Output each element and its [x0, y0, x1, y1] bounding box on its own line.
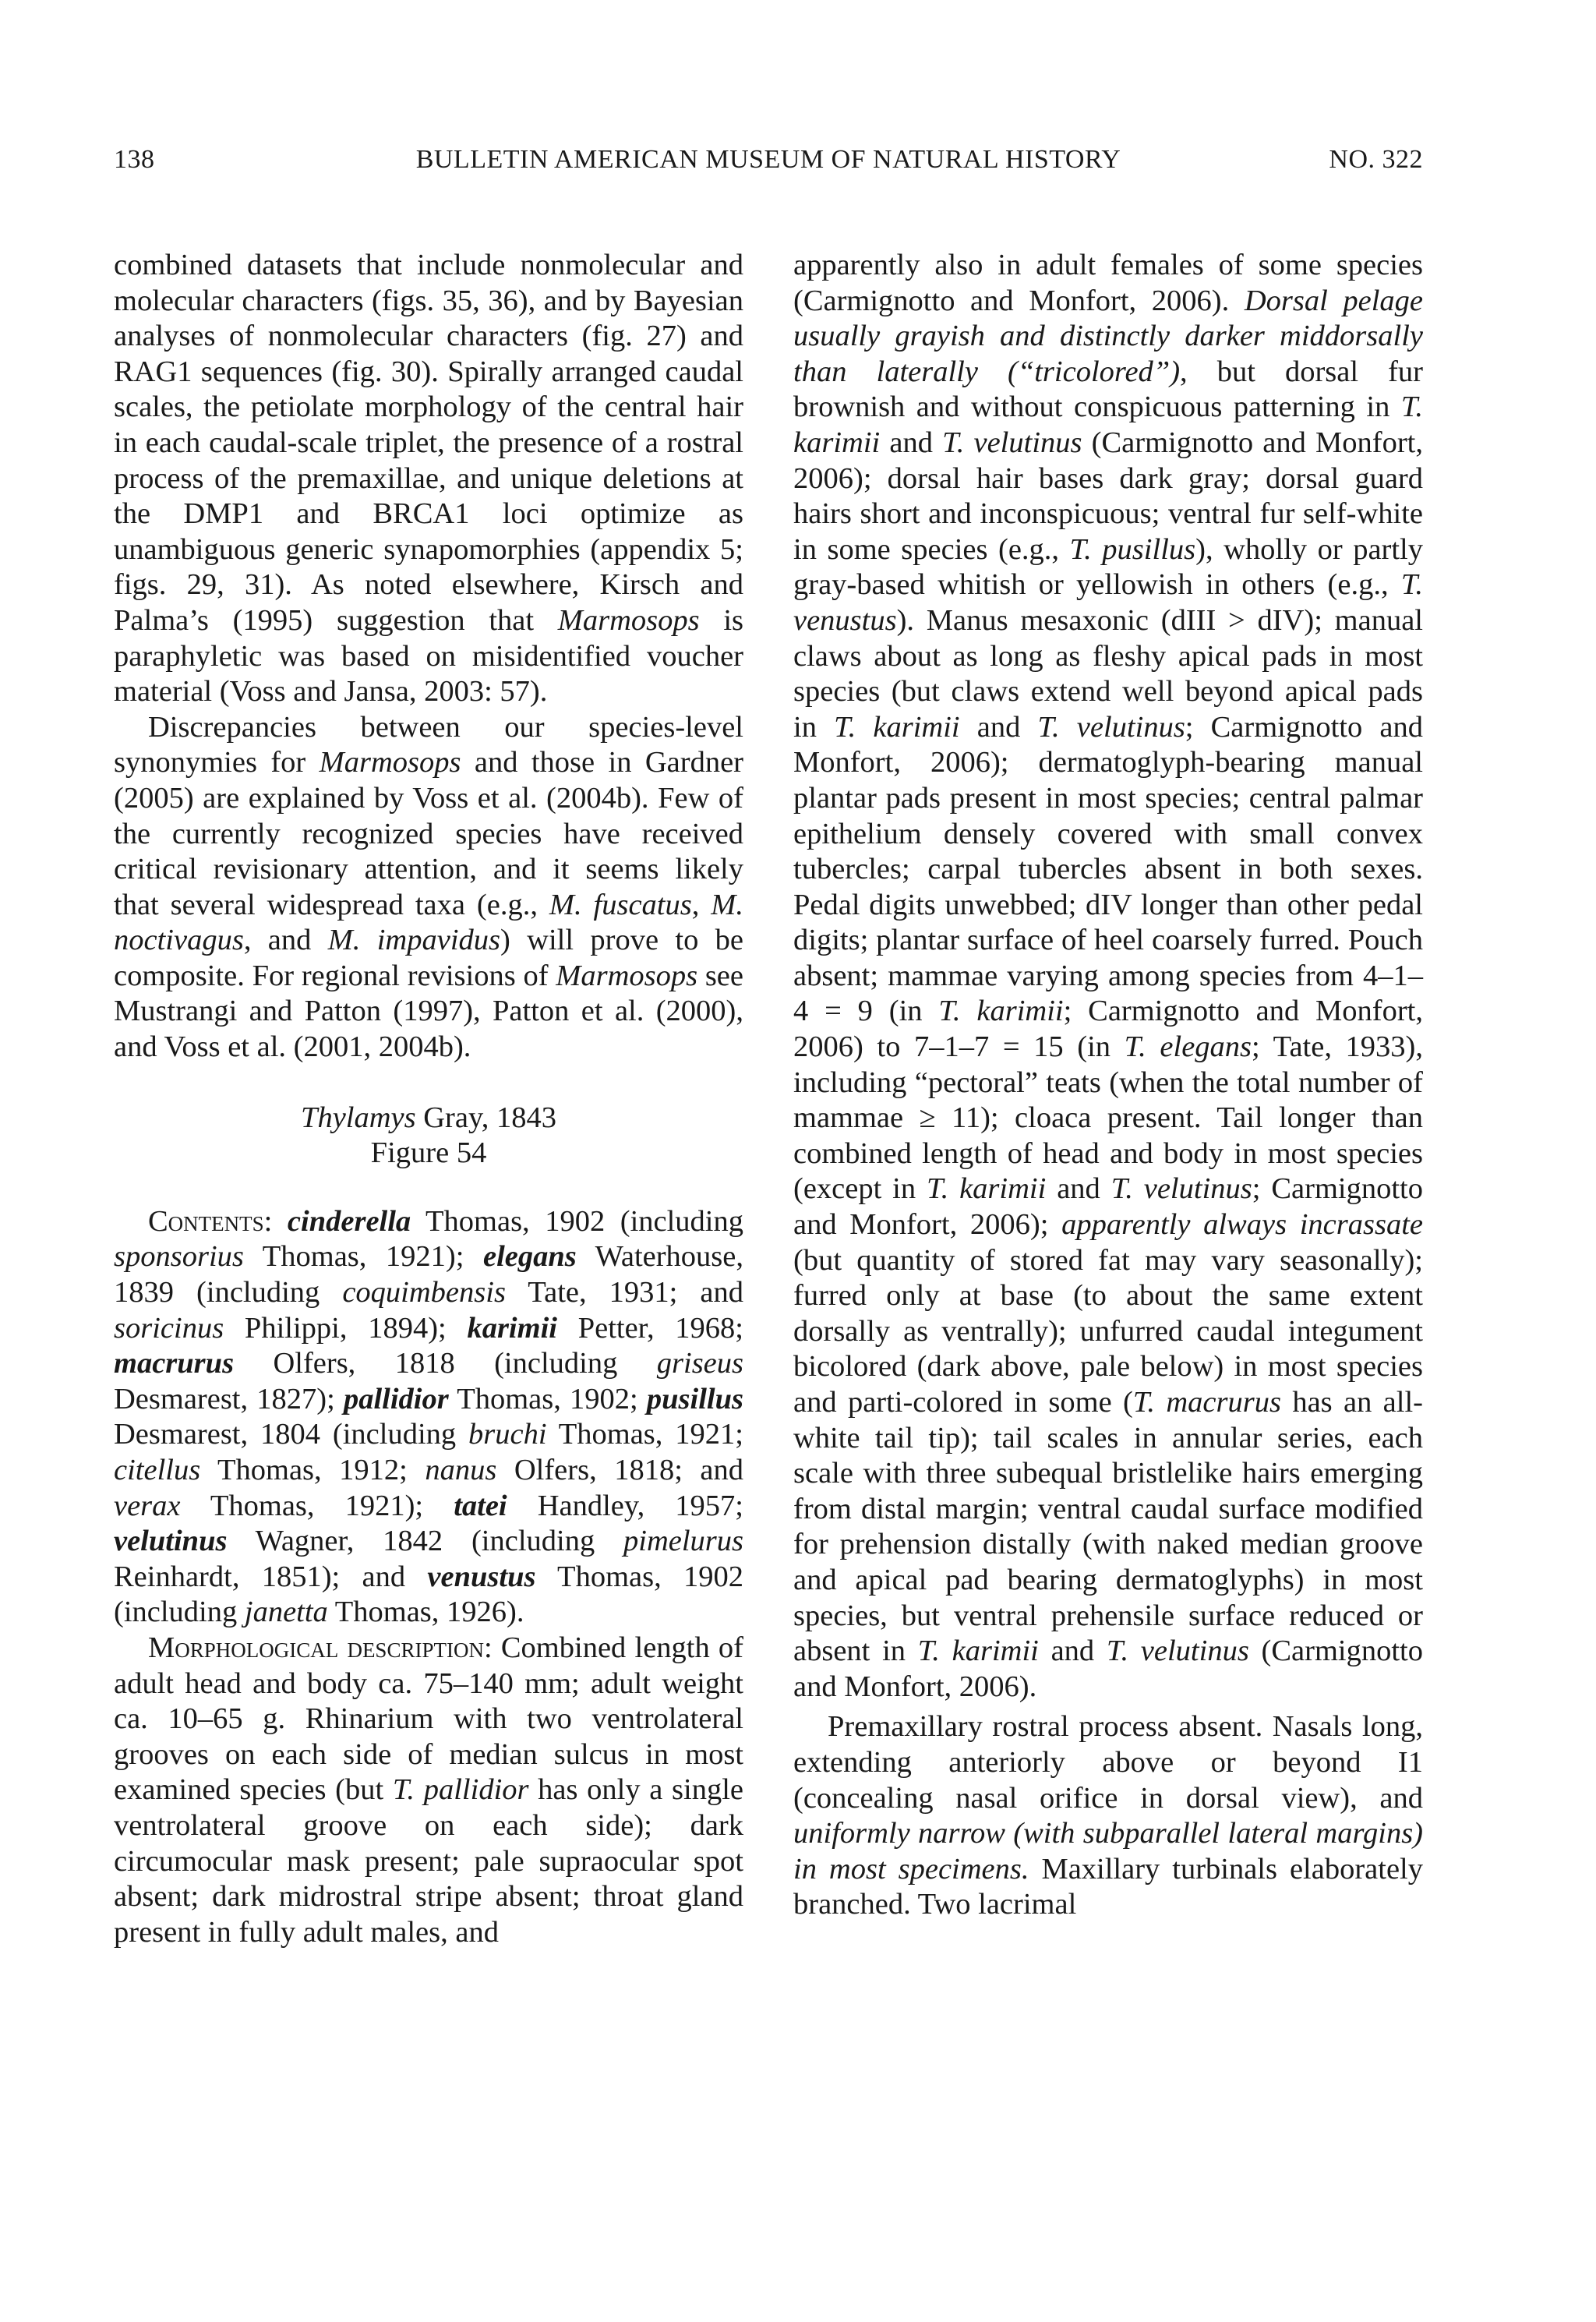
contents-run: velutinus: [114, 1525, 228, 1558]
contents-run: macrurus: [114, 1347, 235, 1380]
journal-title: BULLETIN AMERICAN MUSEUM OF NATURAL HISTORY: [415, 145, 1121, 174]
contents-run: citellus: [114, 1454, 201, 1486]
external-morphology-run: , but dorsal fur brownish and without conspicuous patterning in: [793, 355, 1423, 424]
contents-run: pusillus: [646, 1382, 743, 1415]
external-morphology-run: apparently also in adult females of some species (Carmignotto and Monfort, 2006).: [793, 249, 1423, 317]
contents-run: Desmarest, 1827);: [114, 1382, 344, 1415]
contents-run: bruchi: [468, 1418, 547, 1451]
morphology-text: [114, 1631, 743, 1949]
contents-paragraph: Contents: cinderella Thomas, 1902 (including sponsorius Thomas, 1921); elegans Waterhouse, 1839 (including coquimbensis Tate, 1931; and soricinus Philippi, 1894); karimii Petter, 1968; macrurus Olfers, 1818 (including griseus Desmarest, 1827); pallidior Thomas, 1902; pusillus Desmarest, 1804 (including bruchi Thomas, 1921; citellus Thomas, 1912; nanus Olfers, 1818; and verax Thomas, 1921); tatei Handley, 1957; velutinus Wagner, 1842 (including pimelurus Reinhardt, 1851); and venustus Thomas, 1902 (including janetta Thomas, 1926).: [114, 1204, 744, 1629]
external-morphology-run: apparently always incrassate: [1061, 1208, 1423, 1242]
cranial-morphology-run: Premaxillary rostral process absent. Nasals long, extending anteriorly above or beyond I1 (concealing nasal orifice in dorsal view), and: [793, 1710, 1423, 1815]
contents-run: Thomas, 1921;: [546, 1418, 743, 1451]
contents-label: Contents: [148, 1204, 264, 1238]
contents-run: verax: [114, 1489, 181, 1522]
external-morphology-run: and: [1046, 1172, 1111, 1206]
contents-run: Thomas, 1921);: [180, 1489, 454, 1522]
contents-run: Desmarest, 1804 (including: [114, 1418, 469, 1451]
figure-reference: Figure 54: [370, 1136, 487, 1170]
external-morphology-run: and: [1038, 1635, 1107, 1668]
external-morphology-run: T. karimii: [927, 1172, 1047, 1206]
external-morphology-run: (Carmignotto and Monfort, 2006).: [793, 1635, 1423, 1703]
external-morphology-run: and: [880, 426, 943, 459]
right-column: [793, 248, 1423, 1923]
morphology-run: has only a single ventrolateral groove on each side); dark circumocular mask present; pale supraocular spot absent; dark midrostral stripe absent; throat gland present in fully adult males, and: [114, 1773, 743, 1949]
morphology-paragraph: Morphological description: Combined length of adult head and body ca. 75–140 mm; adult weight ca. 10–65 g. Rhinarium with two ventrolateral grooves on each side of median sulcus in most examined species (but T. pallidior has only a single ventrolateral groove on each side); dark circumocular mask present; pale supraocular spot absent; dark midrostral stripe absent; throat gland present in fully adult males, and: [114, 1631, 744, 1949]
external-morphology-run: (Carmignotto and Monfort, 2006); dorsal hair bases dark gray; dorsal guard hairs short and inconspicuous; ventral fur self-white in some species (e.g.,: [793, 426, 1424, 566]
contents-run: Thomas, 1902 (including: [411, 1204, 744, 1238]
contents-run: Thomas, 1902;: [448, 1382, 647, 1415]
contents-run: Wagner, 1842 (including: [227, 1525, 623, 1558]
cranial-morphology-run: uniformly narrow (with subparallel lateral margins) in most specimens.: [793, 1817, 1423, 1886]
contents-run: griseus: [656, 1347, 743, 1380]
contents-run: Philippi, 1894);: [224, 1311, 468, 1345]
paragraph-external-morphology: [793, 248, 1423, 1705]
external-morphology-run: T. venustus: [793, 568, 1423, 637]
contents-run: Tate, 1931; and: [505, 1276, 743, 1309]
contents-run: janetta: [244, 1596, 328, 1629]
external-morphology-run: T. velutinus: [1037, 710, 1185, 744]
contents-run: pimelurus: [623, 1525, 743, 1558]
external-morphology-run: T. elegans: [1124, 1030, 1252, 1064]
contents-run: Reinhardt, 1851); and: [114, 1560, 428, 1593]
left-column: [114, 248, 743, 1950]
external-morphology-run: and: [959, 710, 1038, 744]
paragraph-cranial-morphology: [793, 1709, 1423, 1923]
contents-run: tatei: [454, 1489, 507, 1522]
contents-run: Olfers, 1818; and: [496, 1454, 743, 1486]
genus-heading: [114, 1101, 743, 1172]
external-morphology-run: T. karimii: [938, 995, 1064, 1028]
cranial-morphology-run: Maxillary turbinals elaborately branched. Two lacrimal: [793, 1852, 1423, 1921]
external-morphology-run: ), wholly or partly gray-based whitish or yellowish in others (e.g.,: [793, 532, 1424, 602]
external-morphology-run: T. karimii: [834, 710, 960, 744]
contents-run: Waterhouse, 1839 (including: [114, 1240, 743, 1309]
contents-run: Thomas, 1912;: [200, 1454, 425, 1486]
external-morphology-run: T. velutinus: [1106, 1635, 1249, 1668]
paragraph-marmosops-phylogeny: combined datasets that include nonmolecular and molecular characters (figs. 35, 36), and by Bayesian analyses of nonmolecular characters (fig. 27) and RAG1 sequences (fig. 30). Spirally arranged caudal scales, the petiolate morphology of the central hair in each caudal-scale triplet, the presence of a rostral process of the premaxillae, and unique deletions at the DMP1 and BRCA1 loci optimize as unambiguous generic synapomorphies (appendix 5; figs. 29, 31). As noted elsewhere, Kirsch and Palma’s (1995) suggestion that Marmosops is paraphyletic was based on misidentified voucher material (Voss and Jansa, 2003: 57).: [114, 249, 744, 709]
external-morphology-run: ). Manus mesaxonic (dIII > dIV); manual claws about as long as fleshy apical pads in most species (but claws extend well beyond apical pads in: [793, 603, 1423, 744]
contents-run: Petter, 1968;: [556, 1311, 743, 1345]
contents-run: venustus: [427, 1560, 536, 1593]
external-morphology-run: T. pusillus: [1069, 532, 1196, 566]
external-morphology-run: T. macrurus: [1132, 1386, 1281, 1419]
external-morphology-run: ; Carmignotto and Monfort, 2006) to 7–1–7 = 15 (in: [793, 995, 1423, 1064]
contents-run: karimii: [467, 1311, 557, 1345]
running-header: [114, 145, 1423, 184]
external-morphology-run: has an all-white tail tip); tail scales in annular series, each scale with three subequal bristlelike hairs emerging from distal margin; ventral caudal surface modified for prehension distally (with naked median groove and apical pad bearing dermatoglyphs) in most species, but ventral prehensile surface reduced or absent in: [793, 1386, 1423, 1668]
contents-run: nanus: [425, 1454, 497, 1486]
contents-run: Thomas, 1902 (including: [114, 1560, 743, 1629]
external-morphology-run: ; Tate, 1933), including “pectoral” teats (when the total number of mammae ≥ 11); cloaca present. Tail longer than combined length of head and body in most species (except in: [793, 1030, 1423, 1206]
external-morphology-run: ; Carmignotto and Monfort, 2006);: [793, 1172, 1423, 1242]
contents-run: Thomas, 1921);: [243, 1240, 483, 1274]
contents-run: pallidior: [343, 1382, 449, 1415]
morphology-run: T. pallidior: [392, 1773, 529, 1807]
external-morphology-run: ; Carmignotto and Monfort, 2006); dermatoglyph-bearing manual plantar pads present in most species; central palmar epithelium densely covered with small convex tubercles; carpal tubercles absent in both sexes. Pedal digits unwebbed; dIV longer than other pedal digits; plantar surface of heel coarsely furred. Pouch absent; mammae varying among species from 4–1–4 = 9 (in: [793, 710, 1423, 1028]
contents-run: Handley, 1957;: [507, 1489, 744, 1522]
contents-run: coquimbensis: [342, 1276, 506, 1309]
external-morphology-run: Dorsal pelage usually grayish and distinctly darker middorsally than laterally (“tricolored”): [793, 284, 1423, 388]
contents-run: Olfers, 1818 (including: [234, 1347, 657, 1380]
genus-title: Thylamys Gray, 1843: [301, 1101, 556, 1134]
contents-text: [114, 1205, 743, 1629]
contents-run: soricinus: [114, 1311, 224, 1345]
morphology-label: Morphological description: [148, 1631, 484, 1664]
page-number: 138: [114, 145, 155, 174]
external-morphology-run: (but quantity of stored fat may vary seasonally); furred only at base (to about the same extent dorsally as ventrally); unfurred caudal integument bicolored (dark above, pale below) in most species and parti-colored in some (: [793, 1243, 1423, 1419]
contents-run: sponsorius: [114, 1240, 244, 1274]
paragraph-discrepancies: Discrepancies between our species-level synonymies for Marmosops and those in Gardner (2005) are explained by Voss et al. (2004b). Few of the currently recognized species have received critical revisionary attention, and it seems likely that several widespread taxa (e.g., M. fuscatus, M. noctivagus, and M. impavidus) will prove to be composite. For regional revisions of Marmosops see Mustrangi and Patton (1997), Patton et al. (2000), and Voss et al. (2001, 2004b).: [114, 710, 743, 1064]
contents-run: elegans: [482, 1240, 577, 1274]
morphology-run: Combined length of adult head and body ca. 75–140 mm; adult weight ca. 10–65 g. Rhinarium with two ventrolateral grooves on each side of median sulcus in most examined species (but: [114, 1631, 744, 1807]
contents-run: Thomas, 1926).: [327, 1596, 524, 1629]
external-morphology-run: T. karimii: [917, 1635, 1039, 1668]
external-morphology-run: T. velutinus: [1110, 1172, 1252, 1206]
external-morphology-run: T. karimii: [793, 391, 1423, 459]
external-morphology-run: T. velutinus: [942, 426, 1082, 459]
contents-run: cinderella: [287, 1204, 411, 1238]
issue-number: NO. 322: [1329, 145, 1423, 174]
